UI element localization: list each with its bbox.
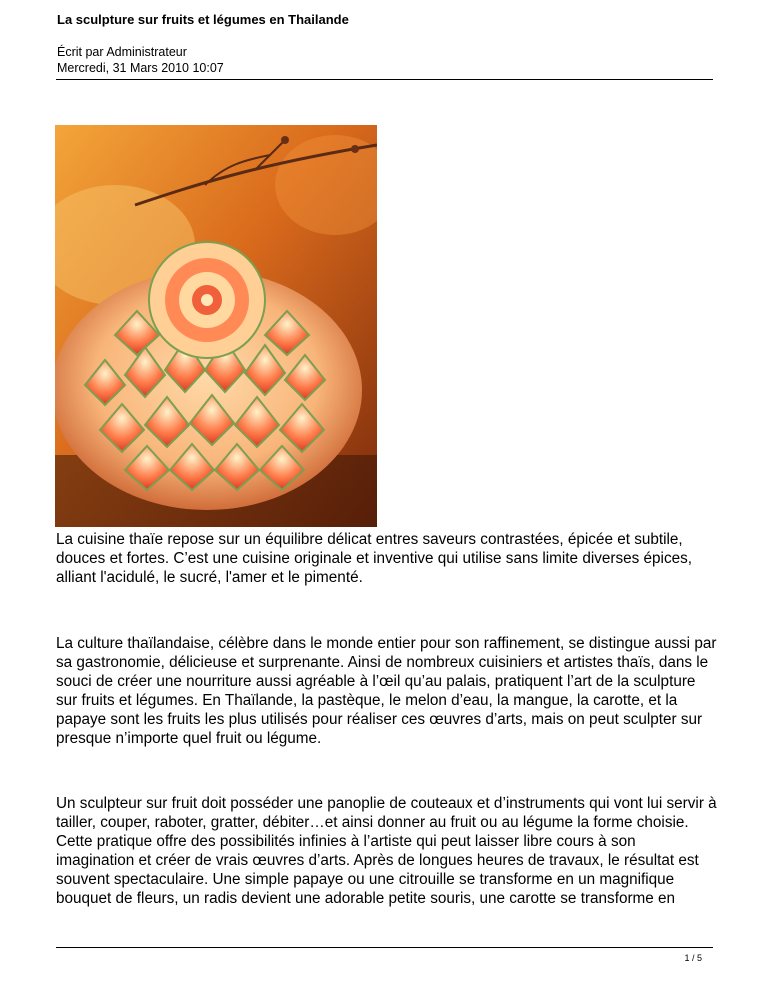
paragraph-2: La culture thaïlandaise, célèbre dans le monde entier pour son raffinement, se distingue aussi par sa gastronomie, délicieuse et surprenante. Ainsi de nombreux cuisiniers et artistes thaïs, dans le souci de créer une nourriture aussi agréable à l’œil qu’au palais, pratiquent l’art de la sculpture sur fruits et légumes. En Thaïlande, la pastèque, le melon d’eau, la mangue, la carotte, et la papaye sont les fruits les plus utilisés pour réaliser ces œuvres d’arts, mais on peut sculpter sur presque n’importe quel fruit ou légume. <box>56 635 717 747</box>
page-number: 1 / 5 <box>684 953 702 963</box>
author-line: Écrit par Administrateur <box>57 45 187 59</box>
carved-watermelon-photo <box>55 125 377 527</box>
header-divider <box>56 79 713 80</box>
paragraph-1: La cuisine thaïe repose sur un équilibre délicat entres saveurs contrastées, épicée et subtile, douces et fortes. C’est une cuisine originale et inventive qui utilise sans limite diverses épices, alliant l'acidulé, le sucré, l'amer et le pimenté. <box>56 531 692 586</box>
date-line: Mercredi, 31 Mars 2010 10:07 <box>57 61 224 75</box>
paragraph-3: Un sculpteur sur fruit doit posséder une panoplie de couteaux et d’instruments qui vont lui servir à tailler, couper, raboter, gratter, débiter…et ainsi donner au fruit ou au légume la forme choisie. Cette pratique offre des possibilités infinies à l’artiste qui peut laisser libre cours à son imagination et créer de vrais œuvres d’arts. Après de longues heures de travaux, le résultat est souvent spectaculaire. Une simple papaye ou une citrouille se transforme en un magnifique bouquet de fleurs, un radis devient une adorable petite souris, une carotte se transforme en <box>56 795 717 907</box>
article-title: La sculpture sur fruits et légumes en Thailande <box>57 12 349 27</box>
footer-divider <box>56 947 713 948</box>
